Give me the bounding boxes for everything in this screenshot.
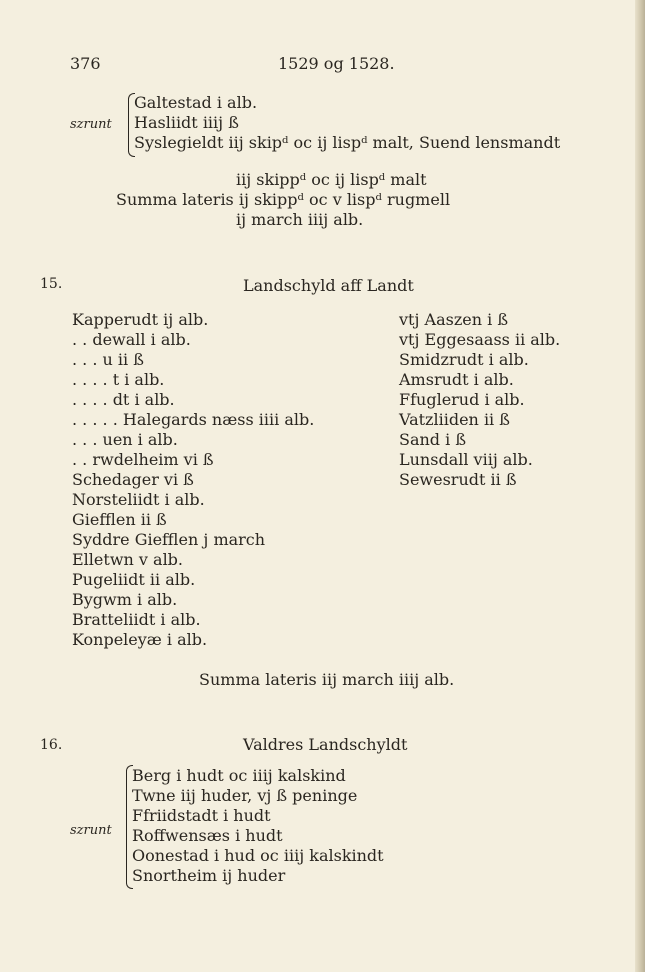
list-item: Giefflen ii ß (72, 510, 167, 529)
list-item: Pugeliidt ii alb. (72, 570, 196, 589)
list-item: Snortheim ij huder (132, 866, 286, 885)
left-column (72, 310, 372, 655)
section-number: 16. (40, 737, 63, 753)
list-item: . . . u ii ß (72, 350, 144, 369)
side-label: szrunt (70, 823, 112, 838)
list-item: Kapperudt ij alb. (72, 310, 209, 329)
list-item: Bygwm i alb. (72, 590, 178, 609)
list-item: Elletwn v alb. (72, 550, 184, 569)
list-item: . . rwdelheim vi ß (72, 450, 214, 469)
list-item: Bratteliidt i alb. (72, 610, 201, 629)
list-item: Konpeleyæ i alb. (72, 630, 208, 649)
list-item: vtj Aaszen i ß (399, 310, 508, 329)
summa-line: ij march iiij alb. (236, 210, 364, 229)
list-item: Ffuglerud i alb. (399, 390, 525, 409)
bracket-list (132, 766, 432, 888)
list-item: Vatzliiden ii ß (399, 410, 510, 429)
list-item: Norsteliidt i alb. (72, 490, 205, 509)
list-item: Amsrudt i alb. (399, 370, 514, 389)
list-item: Syslegieldt iij skipᵈ oc ij lispᵈ malt, Suend lensmandt (134, 133, 561, 152)
summa-line: Summa lateris ij skippᵈ oc v lispᵈ rugmell (116, 190, 451, 209)
list-item: vtj Eggesaass ii alb. (399, 330, 561, 349)
list-item: Galtestad i alb. (134, 93, 258, 112)
list-item: . . . uen i alb. (72, 430, 178, 449)
section-heading: Landschyld aff Landt (243, 276, 414, 295)
list-item: Sewesrudt ii ß (399, 470, 517, 489)
summa-line: Summa lateris iij march iiij alb. (199, 670, 455, 689)
list-item: Ffriidstadt i hudt (132, 806, 271, 825)
list-item: Twne iij huder, vj ß peninge (132, 786, 358, 805)
section-heading: Valdres Landschyldt (243, 735, 408, 754)
side-label: szrunt (70, 117, 112, 132)
right-column (399, 310, 579, 495)
list-item: Berg i hudt oc iiij kalskind (132, 766, 346, 785)
list-item: Syddre Giefflen j march (72, 530, 266, 549)
running-title: 1529 og 1528. (278, 54, 395, 73)
page-number: 376 (70, 54, 101, 73)
list-item: . . . . . Halegards næss iiii alb. (72, 410, 315, 429)
list-item: Oonestad i hud oc iiij kalskindt (132, 846, 384, 865)
list-item: . . . . dt i alb. (72, 390, 175, 409)
list-item: . . dewall i alb. (72, 330, 191, 349)
list-item: Hasliidt iiij ß (134, 113, 239, 132)
page-edge (635, 0, 645, 972)
list-item: Sand i ß (399, 430, 467, 449)
bracket-list (134, 93, 574, 155)
continuation-line: iij skippᵈ oc ij lispᵈ malt (236, 170, 427, 189)
list-item: Smidzrudt i alb. (399, 350, 529, 369)
section-number: 15. (40, 276, 63, 292)
list-item: Lunsdall viij alb. (399, 450, 533, 469)
list-item: Roffwensæs i hudt (132, 826, 283, 845)
list-item: . . . . t i alb. (72, 370, 165, 389)
list-item: Schedager vi ß (72, 470, 194, 489)
